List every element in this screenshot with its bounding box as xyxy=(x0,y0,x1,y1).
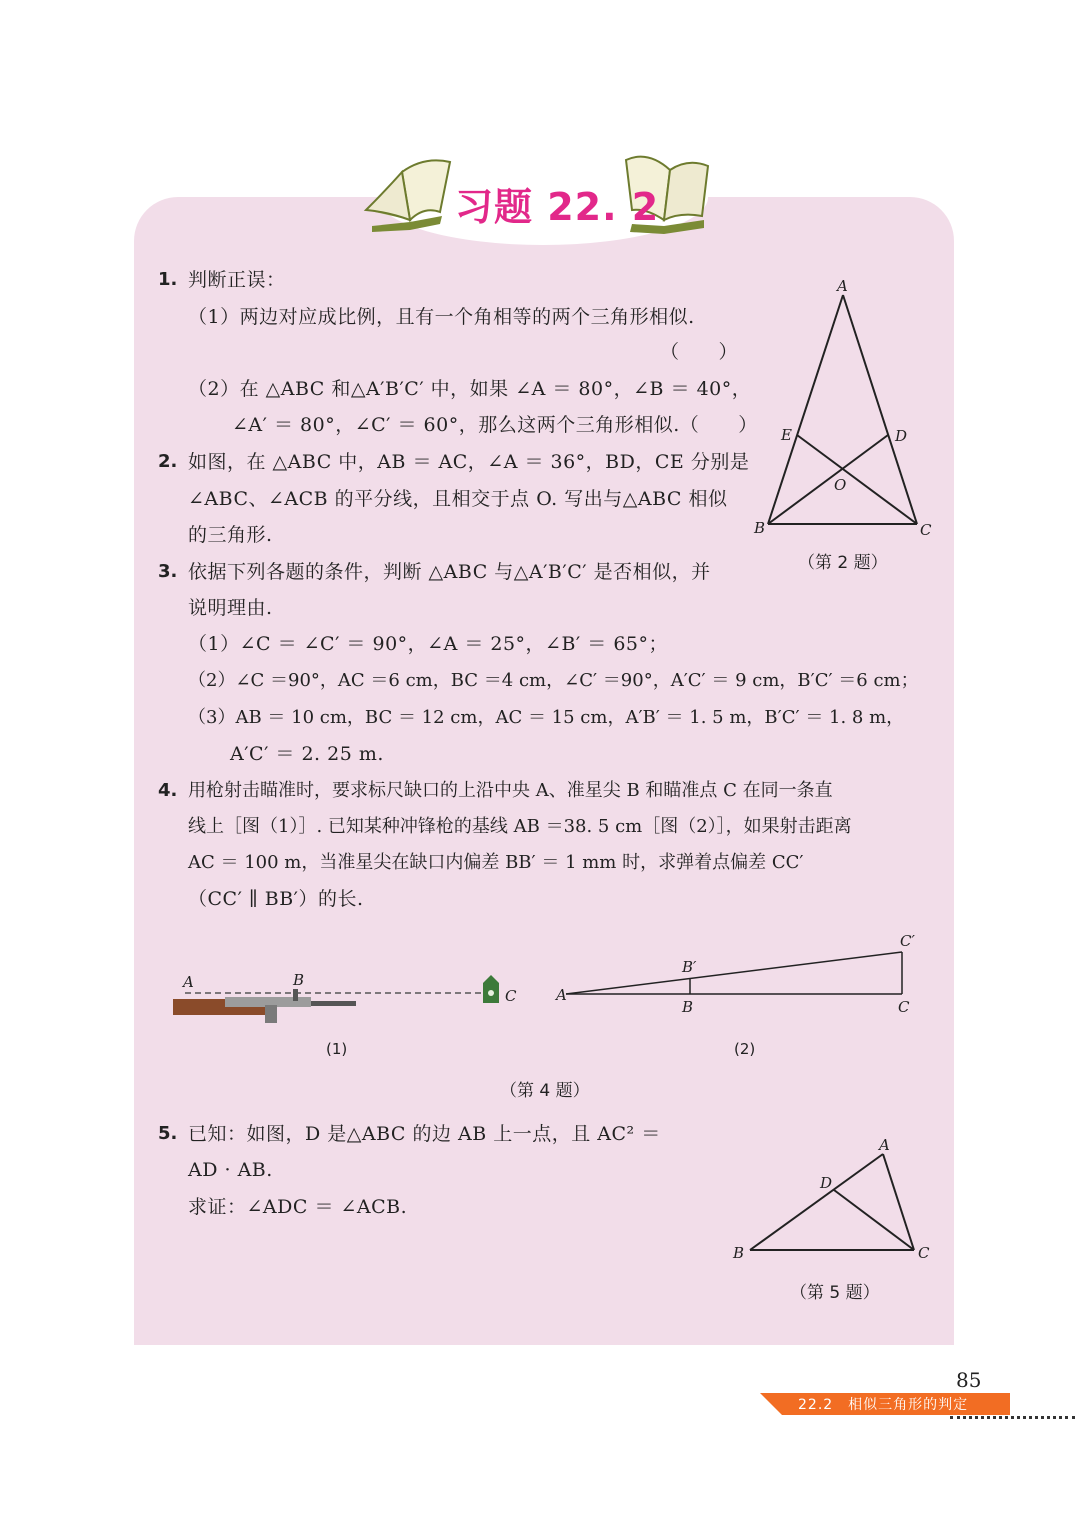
fig2-side-ab xyxy=(768,295,843,524)
fig5-label-c: C xyxy=(918,1244,930,1262)
section-title: 22.2 相似三角形的判定 xyxy=(798,1397,969,1413)
fig5-label-b: B xyxy=(733,1244,745,1262)
footer-dotted-rule xyxy=(950,1416,1075,1423)
fig2-label-o: O xyxy=(834,476,847,494)
problem-2-number: 2. xyxy=(158,451,178,472)
page-number: 85 xyxy=(956,1368,982,1392)
fig2-label-a: A xyxy=(837,277,848,295)
problem-5-line-3: 求证：∠ADC ＝ ∠ACB. xyxy=(188,1196,408,1218)
triangle-figure-5 xyxy=(728,1132,938,1267)
fig4-1-label-c: C xyxy=(505,987,517,1005)
fig5-label-a: A xyxy=(879,1136,890,1154)
fig4-1-label-a: A xyxy=(183,973,194,991)
problem-1-stem: 判断正误： xyxy=(188,269,286,291)
fig5-side-ac xyxy=(883,1154,914,1250)
problem-3-case-1: （1）∠C ＝ ∠C′ ＝ 90°，∠A ＝ 25°，∠B′ ＝ 65°； xyxy=(188,633,669,655)
problem-4-line-1: 用枪射击瞄准时，要求标尺缺口的上沿中央 A、准星尖 B 和瞄准点 C 在同一条直 xyxy=(188,780,833,801)
figure-4-caption: （第 4 题） xyxy=(500,1081,590,1101)
page-title: 习题 22. 2 xyxy=(455,185,660,229)
fig2-label-b: B xyxy=(754,519,766,537)
fig5-label-d: D xyxy=(820,1174,833,1192)
problem-5-line-2: AD · AB. xyxy=(188,1159,273,1181)
problem-3-number: 3. xyxy=(158,561,178,582)
problem-2-line-3: 的三角形. xyxy=(188,524,273,546)
problem-3-case-3a: （3）AB ＝ 10 cm，BC ＝ 12 cm，AC ＝ 15 cm，A′B′ ＝ 1. 5 m，B′C′ ＝ 1. 8 m， xyxy=(188,707,905,728)
fig2-bisector-bd xyxy=(768,435,888,524)
problem-5-line-1: 已知：如图，D 是△ABC 的边 AB 上一点，且 AC² ＝ xyxy=(188,1123,661,1145)
target-icon xyxy=(483,975,499,1003)
fig2-side-ac xyxy=(843,295,917,524)
problem-1-statement-1: （1）两边对应成比例，且有一个角相等的两个三角形相似. xyxy=(188,306,695,328)
fig2-bisector-ce xyxy=(797,435,917,524)
fig2-label-c: C xyxy=(920,521,932,539)
problem-3-case-2: （2）∠C ＝90°，AC ＝6 cm，BC ＝4 cm，∠C′ ＝90°，A′C′ ＝ 9 cm，B′C′ ＝6 cm； xyxy=(188,670,919,691)
problem-1-statement-2a: （2）在 △ABC 和△A′B′C′ 中，如果 ∠A ＝ 80°，∠B ＝ 40°， xyxy=(188,378,752,400)
problem-1-statement-2b: ∠A′ ＝ 80°，∠C′ ＝ 60°，那么这两个三角形相似.（ ） xyxy=(232,414,758,436)
open-book-icon-left xyxy=(362,150,458,236)
problem-4-line-3: AC ＝ 100 m，当准星尖在缺口内偏差 BB′ ＝ 1 mm 时，求弹着点偏差 CC′ xyxy=(188,852,804,873)
fig4-2-label-b-prime: B′ xyxy=(682,958,697,976)
figure-4-sub-1: (1) xyxy=(326,1040,348,1058)
fig5-segment-dc xyxy=(834,1190,914,1250)
problem-4-line-4: （CC′ ∥ BB′）的长. xyxy=(188,888,364,910)
problem-1-answer-blank-1: （ ） xyxy=(660,341,739,363)
problem-3-line-1: 依据下列各题的条件，判断 △ABC 与△A′B′C′ 是否相似，并 xyxy=(188,561,711,583)
figure-5-caption: （第 5 题） xyxy=(790,1283,880,1303)
sighting-triangle-figure xyxy=(556,930,926,1020)
problem-3-case-3b: A′C′ ＝ 2. 25 m. xyxy=(230,743,384,765)
problem-4-line-2: 线上［图（1）］. 已知某种冲锋枪的基线 AB ＝38. 5 cm［图（2）］，如果射击距离 xyxy=(188,816,852,837)
figure-2-caption: （第 2 题） xyxy=(798,553,888,573)
fig4-line-ac-prime xyxy=(566,952,902,994)
fig4-2-label-c: C xyxy=(898,998,910,1016)
problem-2-line-2: ∠ABC、∠ACB 的平分线，且相交于点 O. 写出与△ABC 相似 xyxy=(188,488,728,510)
fig4-1-label-b: B xyxy=(293,971,305,989)
problem-4-number: 4. xyxy=(158,780,178,801)
fig2-label-d: D xyxy=(895,427,908,445)
problem-3-line-2: 说明理由. xyxy=(188,597,273,619)
fig4-2-label-b: B xyxy=(682,998,694,1016)
fig4-2-label-c-prime: C′ xyxy=(900,932,915,950)
fig5-side-ab xyxy=(750,1154,883,1250)
problem-2-line-1: 如图，在 △ABC 中，AB ＝ AC，∠A ＝ 36°，BD，CE 分别是 xyxy=(188,451,750,473)
rifle-figure xyxy=(165,965,525,1025)
fig2-label-e: E xyxy=(781,426,792,444)
triangle-figure-2 xyxy=(750,275,940,545)
problem-5-number: 5. xyxy=(158,1123,178,1144)
fig4-2-label-a: A xyxy=(556,986,567,1004)
rifle-barrel-icon xyxy=(311,1001,356,1006)
problem-1-number: 1. xyxy=(158,269,178,290)
figure-4-sub-2: (2) xyxy=(734,1040,756,1058)
